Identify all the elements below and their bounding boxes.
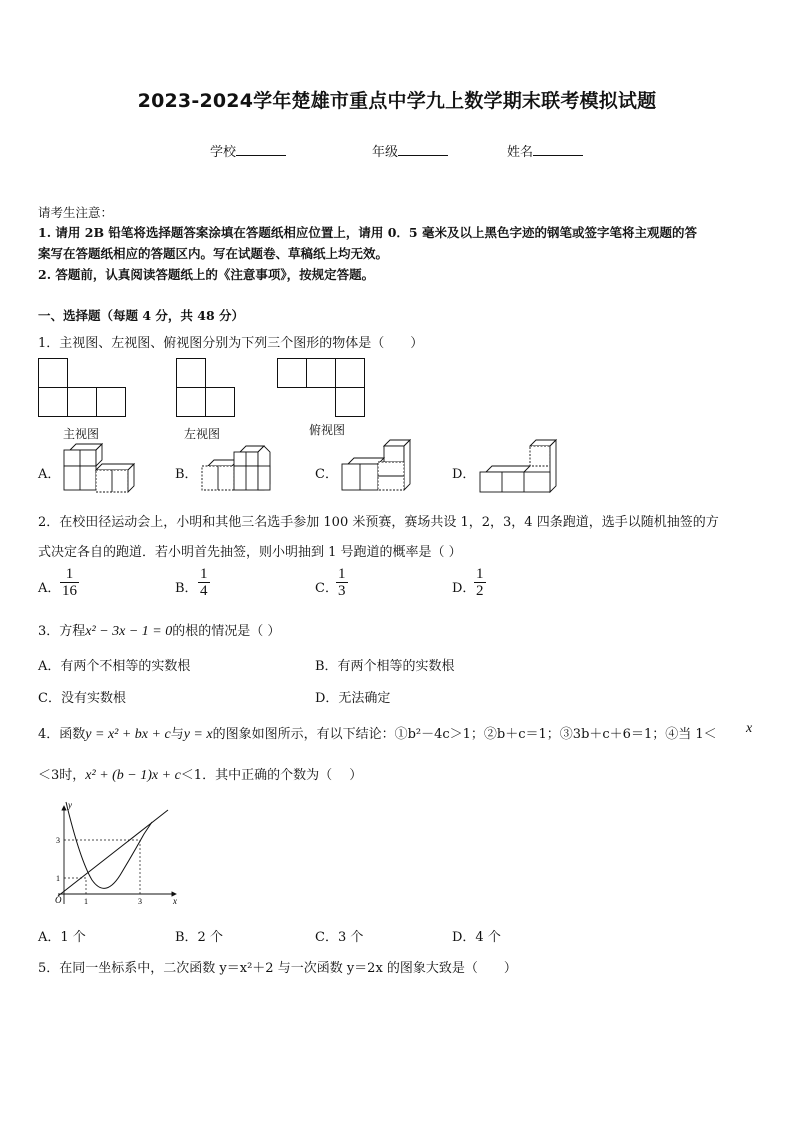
q4-parabola	[66, 802, 152, 888]
grade-label: 年级	[372, 145, 399, 160]
grade-blank[interactable]	[398, 143, 448, 156]
q1-option-d[interactable]: D．	[452, 467, 476, 482]
q2-option-d-fraction	[474, 567, 486, 599]
q2-option-d[interactable]: D．	[452, 581, 476, 596]
q4-option-d[interactable]: D．4 个	[452, 930, 501, 945]
q5-stem: 5．在同一坐标系中，二次函数 y＝x²＋2 与一次函数 y＝2x 的图象大致是（ ）	[38, 961, 517, 976]
q3-stem-post: 的根的情况是（ ）	[172, 624, 281, 639]
q3-option-b[interactable]: B．有两个相等的实数根	[315, 659, 455, 674]
school-field[interactable]	[210, 141, 286, 160]
q1-option-d-figure	[478, 440, 560, 498]
page-title: 2023-2024学年楚雄市重点中学九上数学期末联考模拟试题	[137, 90, 657, 112]
grade-field[interactable]	[372, 141, 448, 160]
q4-line2-post: ＜1．其中正确的个数为（ ）	[180, 768, 363, 783]
q4-mid: 与	[170, 727, 184, 742]
name-blank[interactable]	[533, 143, 583, 156]
q4-origin-label: O	[55, 895, 62, 905]
q4-tick-x3: 3	[138, 897, 142, 906]
q4-tick-y1: 1	[56, 874, 60, 883]
q1-option-b-figure	[200, 446, 275, 496]
q2-option-a[interactable]: A．	[38, 581, 61, 596]
q1-option-c-figure	[340, 440, 415, 498]
q4-option-b[interactable]: B．2 个	[175, 930, 223, 945]
q4-option-a[interactable]: A．1 个	[38, 930, 86, 945]
q2-a-numerator: 1	[65, 566, 74, 582]
q4-x-end: x	[746, 721, 753, 736]
q1-option-c[interactable]: C．	[315, 467, 338, 482]
q2-a-denominator: 16	[62, 583, 77, 599]
q1-option-a[interactable]: A．	[38, 467, 61, 482]
q4-option-c[interactable]: C．3 个	[315, 930, 364, 945]
q2-option-b[interactable]: B．	[175, 581, 198, 596]
q1-front-caption: 主视图	[63, 427, 100, 441]
notice-item1-line2: 案写在答题纸相应的答题区内。写在试题卷、草稿纸上均无效。	[38, 246, 389, 261]
q2-option-a-fraction	[60, 567, 79, 599]
q4-line2	[38, 764, 362, 784]
q1-top-view	[277, 358, 367, 418]
q4-x-axis-label: x	[173, 896, 177, 906]
section1-heading: 一、选择题（每题 4 分，共 48 分）	[38, 308, 245, 323]
q1-left-caption: 左视图	[184, 427, 221, 441]
q3-stem	[38, 620, 280, 640]
q4-stem-pre: 4．函数	[38, 727, 86, 742]
q3-option-d[interactable]: D．无法确定	[315, 691, 391, 706]
q1-stem: 1．主视图、左视图、俯视图分别为下列三个图形的物体是（ ）	[38, 336, 424, 351]
q2-line2: 式决定各自的跑道．若小明首先抽签，则小明抽到 1 号跑道的概率是（ ）	[38, 545, 462, 560]
q1-front-view	[38, 358, 128, 418]
q1-top-caption: 俯视图	[309, 423, 346, 437]
q2-option-b-fraction	[198, 567, 210, 599]
q2-c-denominator: 3	[338, 583, 346, 599]
notice-item1-line1: 1. 请用 2B 铅笔将选择题答案涂填在答题纸相应位置上，请用 0．5 毫米及以上黑色字迹的钢笔或签字笔将主观题的答	[38, 225, 697, 240]
q4-stem-post: 的图象如图所示，有以下结论：①b²－4c＞1；②b＋c＝1；③3b＋c＋6＝1；④当 1＜	[212, 727, 717, 742]
name-label: 姓名	[507, 145, 534, 160]
school-blank[interactable]	[236, 143, 286, 156]
q1-option-b[interactable]: B．	[175, 467, 198, 482]
school-label: 学校	[210, 145, 237, 160]
q4-func2: y = x	[183, 727, 213, 742]
q2-d-denominator: 2	[476, 583, 484, 599]
q4-func1: y = x² + bx + c	[85, 727, 171, 742]
q2-c-numerator: 1	[338, 566, 346, 582]
q4-tick-x1: 1	[84, 897, 88, 906]
q3-option-c[interactable]: C．没有实数根	[38, 691, 126, 706]
q3-stem-pre: 3．方程	[38, 624, 86, 639]
q4-line1	[38, 723, 717, 743]
q2-d-numerator: 1	[476, 566, 484, 582]
q3-option-a[interactable]: A．有两个不相等的实数根	[38, 659, 191, 674]
notice-heading: 请考生注意：	[38, 205, 114, 220]
q4-graph	[36, 800, 186, 912]
q4-y-axis-label: y	[68, 800, 72, 810]
q2-line1: 2．在校田径运动会上，小明和其他三名选手参加 100 米预赛，赛场共设 1，2，3，4 四条跑道，选手以随机抽签的方	[38, 515, 719, 530]
q2-option-c-fraction	[336, 567, 348, 599]
notice-item2: 2. 答题前，认真阅读答题纸上的《注意事项》，按规定答题。	[38, 267, 375, 282]
q4-tick-y3: 3	[56, 836, 60, 845]
q2-option-c[interactable]: C．	[315, 581, 338, 596]
name-field[interactable]	[507, 141, 583, 160]
q2-b-numerator: 1	[200, 566, 208, 582]
q1-left-view	[176, 358, 236, 418]
q2-b-denominator: 4	[200, 583, 208, 599]
q3-equation: x² − 3x − 1 = 0	[85, 624, 173, 639]
q4-inequality: x² + (b − 1)x + c	[85, 768, 181, 783]
q1-option-a-figure	[62, 442, 137, 497]
q4-line2-pre: ＜3时，	[38, 768, 86, 783]
